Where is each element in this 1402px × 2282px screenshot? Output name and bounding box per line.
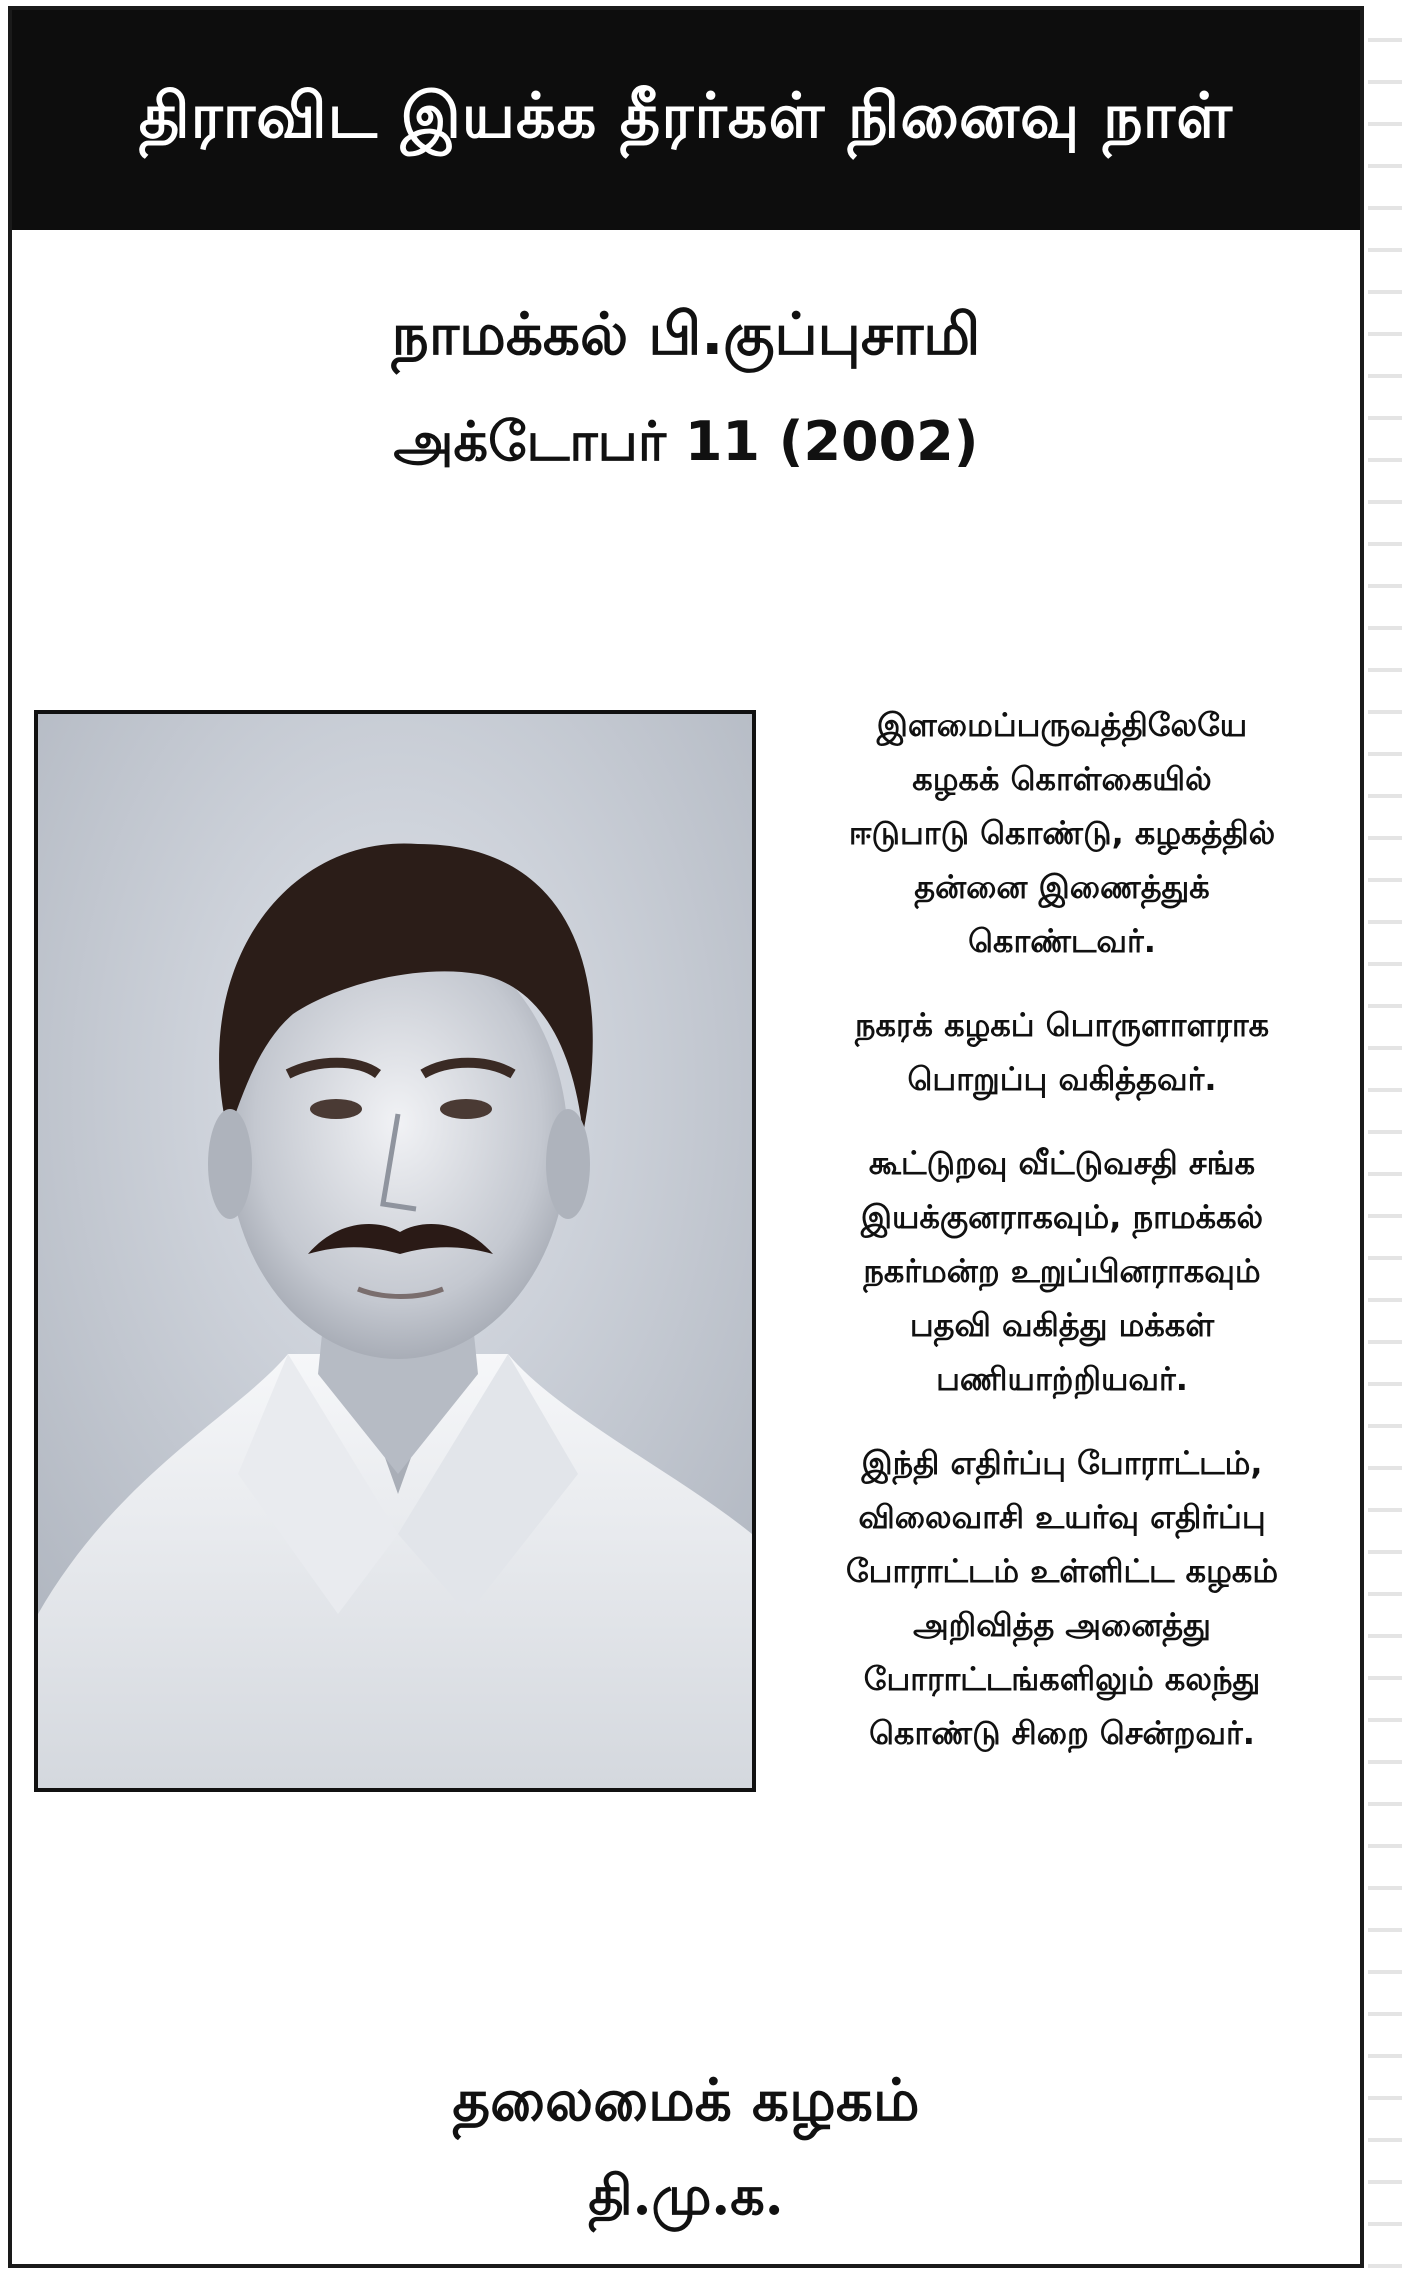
bio-line: நகரக் கழகப் பொருளாளராக — [854, 1006, 1270, 1044]
bio-line: பணியாற்றியவர். — [936, 1360, 1188, 1398]
memorial-notice — [8, 6, 1364, 2268]
bio-line: நகர்மன்ற உறுப்பினராகவும் — [863, 1252, 1261, 1290]
portrait-photo-icon — [38, 714, 752, 1788]
biography-text — [764, 698, 1360, 1790]
bio-line: பதவி வகித்து மக்கள் — [909, 1306, 1215, 1344]
bio-line: போராட்டங்களிலும் கலந்து — [863, 1660, 1261, 1698]
bio-line: பொறுப்பு வகித்தவர். — [907, 1060, 1217, 1098]
bio-line: கொண்டவர். — [968, 922, 1156, 960]
bio-line: ஈடுபாடு கொண்டு, கழகத்தில் — [848, 814, 1276, 852]
organization-name: தலைமைக் கழகம் — [452, 2066, 920, 2134]
bio-line: கொண்டு சிறை சென்றவர். — [869, 1714, 1255, 1752]
bio-line: கழகக் கொள்கையில் — [912, 760, 1212, 798]
page-edge-strip — [1368, 0, 1402, 2282]
banner-title-text: திராவிட இயக்க தீரர்கள் நினைவு நாள் — [138, 79, 1234, 152]
bio-paragraph-2 — [764, 998, 1360, 1106]
bio-paragraph-4 — [764, 1436, 1360, 1760]
memorial-date: அக்டோபர் 11 (2002) — [393, 410, 979, 473]
bio-line: இந்தி எதிர்ப்பு போராட்டம், — [861, 1444, 1263, 1482]
bio-line: கூட்டுறவு வீட்டுவசதி சங்க — [868, 1144, 1256, 1182]
bio-line: விலைவாசி உயர்வு எதிர்ப்பு — [858, 1498, 1266, 1536]
portrait-photo — [34, 710, 756, 1792]
bio-line: இயக்குனராகவும், நாமக்கல் — [860, 1198, 1264, 1236]
bio-paragraph-1 — [764, 698, 1360, 968]
bio-line: போராட்டம் உள்ளிட்ட கழகம் — [845, 1552, 1279, 1590]
bio-paragraph-3 — [764, 1136, 1360, 1406]
party-name: தி.மு.க. — [588, 2163, 784, 2227]
footer-signature — [12, 2060, 1360, 2240]
bio-line: அறிவித்த அனைத்து — [913, 1606, 1211, 1644]
person-name: நாமக்கல் பி.குப்புசாமி — [391, 300, 981, 368]
bio-line: தன்னை இணைத்துக் — [914, 868, 1210, 906]
banner-title — [12, 10, 1360, 230]
bio-line: இளமைப்பருவத்திலேயே — [876, 706, 1248, 744]
